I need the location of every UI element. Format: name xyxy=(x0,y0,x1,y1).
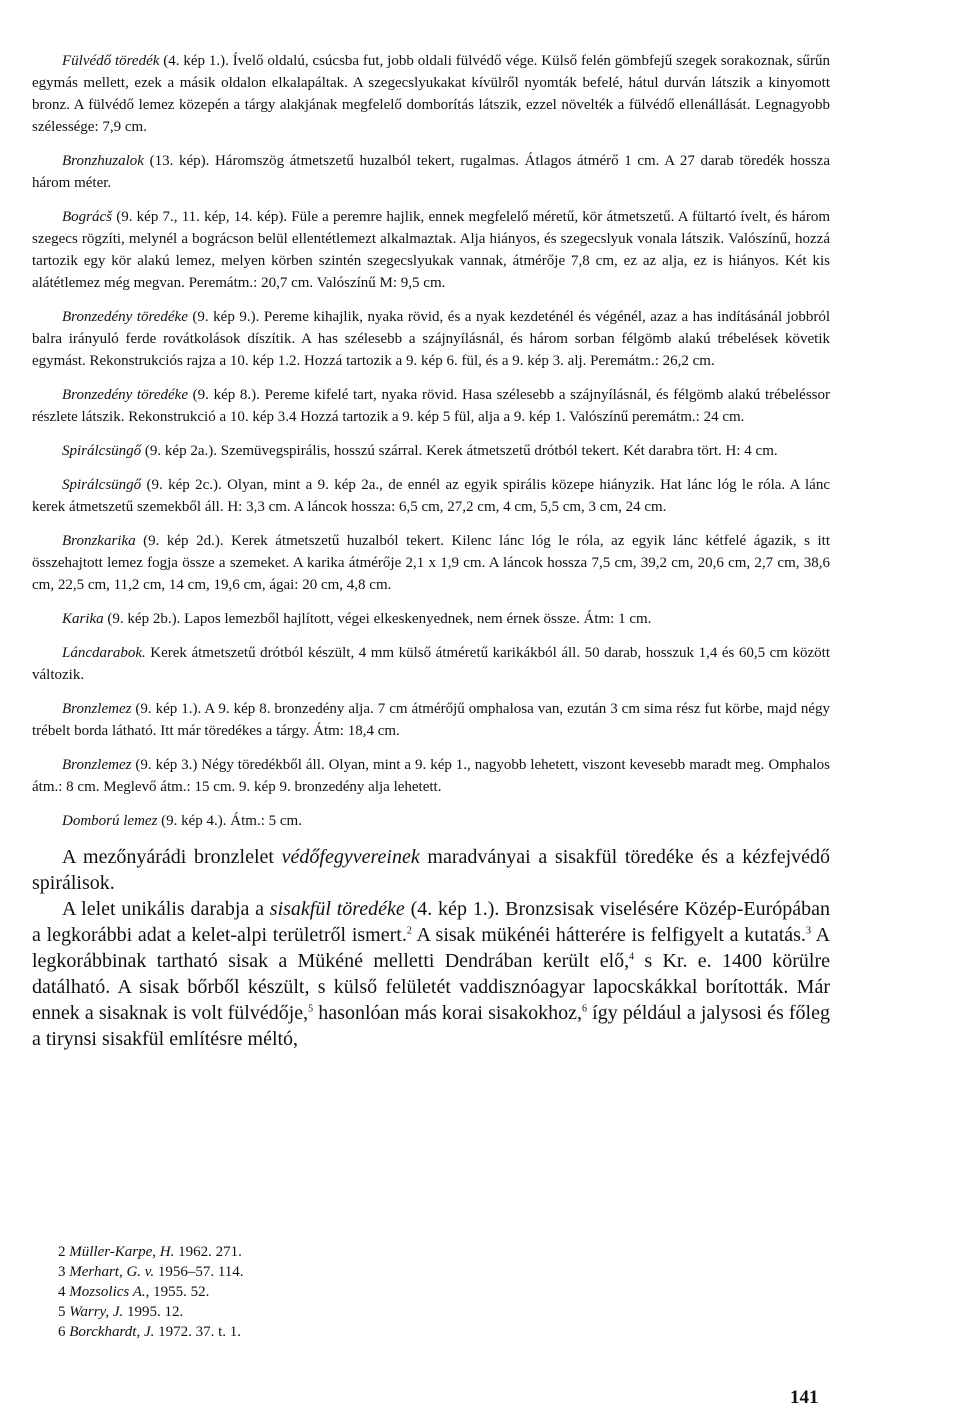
entry-term: Spirálcsüngő xyxy=(62,477,142,493)
footnote-citation: 1956–57. 114. xyxy=(154,1264,244,1280)
main-text-run: A legkorábbinak tartható sisak a Mükéné melletti Dendrában került elő, xyxy=(32,924,831,972)
entry-text: (4. kép 1.). Ívelő oldalú, csúcsba fut, jobb oldali fülvédő vége. Külső felén gömbfejű szegek sorakoznak, sűrűn egymás mellett, ezek a másik oldalon elkalapáltak. A szegecslyukakat kívülről nyomták befelé, hátul durván látszik a kinyomott bronz. A fülvédő lemez közepén a tárgy alakjának megfelelő domborítás látszik, ezzel növelték a fülvédő ellenállását. Legnagyobb szélessége: 7,9 cm. xyxy=(32,53,830,135)
footnote-citation: 1962. 271. xyxy=(174,1244,242,1260)
footnote-citation: 1995. 12. xyxy=(123,1304,184,1320)
footnote-author: Mozsolics A., xyxy=(69,1284,150,1300)
entry-term: Bográcš xyxy=(62,209,112,225)
entry-term: Bronzkarika xyxy=(62,533,136,549)
catalogue-entry xyxy=(32,698,830,742)
main-text-run: hasonlóan más korai sisakokhoz, xyxy=(313,1002,582,1024)
entry-text: (9. kép 1.). A 9. kép 8. bronzedény alja. 7 cm átmérőjű omphalosa van, ezután 3 cm sima rész fut körbe, majd négy trébelt borda látható. Itt már töredékes a tárgy. Átm: 18,4 cm. xyxy=(32,701,830,739)
catalogue-entry xyxy=(32,474,830,518)
footnote-number: 5 xyxy=(58,1304,70,1320)
footnote-number: 6 xyxy=(58,1324,70,1340)
main-italic-run: sisakfül töredéke xyxy=(269,898,405,920)
catalogue-entry xyxy=(32,440,830,462)
entry-term: Láncdarabok. xyxy=(62,645,146,661)
main-text-run: (4. kép 1.). Bronzsisak viselésére Közép-Európában a legkorábbi adat a kelet-alpi területről ismert. xyxy=(32,898,830,946)
main-text-run: s Kr. e. 1400 körülre datálható. A sisak bőrből készült, s külső felületét vaddisznóagyar lapocskákkal borították. Már ennek a sisaknak is volt fülvédője, xyxy=(32,950,830,1024)
catalogue-entry xyxy=(32,384,830,428)
footnotes xyxy=(58,1242,244,1342)
entry-term: Bronzlemez xyxy=(62,757,132,773)
footnote-author: Warry, J. xyxy=(69,1304,124,1320)
catalogue-entry xyxy=(32,810,830,832)
footnote-citation: 1955. 52. xyxy=(149,1284,210,1300)
main-text-run: így például a jalysosi és főleg a tirynsi sisakfül említésre méltó, xyxy=(32,1002,830,1050)
entry-term: Bronzedény töredéke xyxy=(62,309,188,325)
catalogue-entry xyxy=(32,754,830,798)
main-text-run: A mezőnyárádi bronzlelet xyxy=(62,846,282,868)
main-text-run: maradványai a sisakfül töredéke és a kézfejvédő spirálisok. xyxy=(32,846,830,894)
main-text-run: A sisak mükénéi hátterére is felfigyelt a kutatás. xyxy=(411,924,806,946)
footnote-number: 2 xyxy=(58,1244,70,1260)
entry-term: Bronzedény töredéke xyxy=(62,387,189,403)
entry-text: (9. kép 2b.). Lapos lemezből hajlított, végei elkeskenyednek, nem érnek össze. Átm: 1 cm. xyxy=(103,611,652,627)
main-paragraph xyxy=(32,896,830,1052)
catalogue-entries xyxy=(32,50,830,832)
entry-text: (13. kép). Háromszög átmetszetű huzalból tekert, rugalmas. Átlagos átmérő 1 cm. A 27 darab töredék hossza három méter. xyxy=(32,153,830,191)
footnote-number: 3 xyxy=(58,1264,70,1280)
page-number: 141 xyxy=(790,1387,819,1408)
footnote xyxy=(58,1262,244,1282)
entry-term: Karika xyxy=(62,611,104,627)
footnote xyxy=(58,1242,244,1262)
entry-term: Domború lemez xyxy=(62,813,158,829)
footnote xyxy=(58,1302,244,1322)
catalogue-entry xyxy=(32,50,830,138)
footnote-ref: 6 xyxy=(582,1003,587,1015)
main-paragraph xyxy=(32,844,830,896)
catalogue-entry xyxy=(32,530,830,596)
entry-text: (9. kép 2a.). Szemüvegspirális, hosszú szárral. Kerek átmetszetű drótból tekert. Két darabra tört. H: 4 cm. xyxy=(141,443,778,459)
entry-term: Fülvédő töredék xyxy=(62,53,160,69)
entry-text: (9. kép 4.). Átm.: 5 cm. xyxy=(157,813,302,829)
catalogue-entry xyxy=(32,306,830,372)
entry-text: Kerek átmetszetű drótból készült, 4 mm külső átméretű karikákból áll. 50 darab, hosszuk 1,4 és 60,5 cm között változik. xyxy=(32,645,830,683)
footnote-author: Merhart, G. v. xyxy=(69,1264,155,1280)
footnote-number: 4 xyxy=(58,1284,70,1300)
entry-text: (9. kép 2d.). Kerek átmetszetű huzalból tekert. Kilenc lánc lóg le róla, az egyik lánc kétfelé ágazik, s itt összehajtott lemez fogja össze a szemeket. A karika átmérője 2,1 x 1,9 cm. A láncok hossza 7,5 cm, 39,2 cm, 20,6 cm, 2,7 cm, 38,6 cm, 22,5 cm, 11,2 cm, 14 cm, 19,6 cm, ágai: 20 cm, 4,8 cm. xyxy=(32,533,830,593)
footnote-ref: 3 xyxy=(805,925,811,937)
main-text xyxy=(32,844,830,1052)
entry-term: Bronzlemez xyxy=(62,701,132,717)
entry-text: (9. kép 2c.). Olyan, mint a 9. kép 2a., de ennél az egyik spirális közepe hiányzik. Hat lánc lóg le róla. A lánc kerek átmetszetű szemekből áll. H: 3,3 cm. A láncok hossza: 6,5 cm, 27,2 cm, 4 cm, 5,5 cm, 3 cm, 24 cm. xyxy=(32,477,830,515)
footnote xyxy=(58,1282,244,1302)
entry-term: Spirálcsüngő xyxy=(62,443,142,459)
footnote-ref: 5 xyxy=(308,1003,314,1015)
catalogue-entry xyxy=(32,150,830,194)
footnote-ref: 4 xyxy=(629,951,635,963)
entry-text: (9. kép 7., 11. kép, 14. kép). Füle a peremre hajlik, ennek megfelelő méretű, kör átmetszetű. A fültartó ívelt, és három szegecs rögzíti, melynél a bográcson belül ellentétlemezt alkalmaztak. Alja hiányos, és szegecslyuk vonala látszik. Valószínű, hozzá tartozik egy kör alakú lemez, melyen körben szintén szegecslyukak vannak, átmérője 7,8 cm, ez az alja, ez is hiányos. Két kis alátétlemez még megvan. Peremátm.: 20,7 cm. Valószínű M: 9,5 cm. xyxy=(32,209,830,291)
catalogue-entry xyxy=(32,642,830,686)
footnote-citation: 1972. 37. t. 1. xyxy=(154,1324,242,1340)
footnote-author: Borckhardt, J. xyxy=(69,1324,155,1340)
main-text-run: A lelet unikális darabja a xyxy=(62,898,270,920)
catalogue-entry xyxy=(32,608,830,630)
footnote xyxy=(58,1322,244,1342)
catalogue-entry xyxy=(32,206,830,294)
entry-text: (9. kép 8.). Pereme kifelé tart, nyaka rövid. Hasa szélesebb a szájnyílásnál, és félgömb alakú trébeléssor részlete látszik. Rekonstrukció a 10. kép 3.4 Hozzá tartozik a 9. kép 5 fül, alja a 9. kép 1. Valószínű peremátm.: 24 cm. xyxy=(32,387,830,425)
footnote-author: Müller-Karpe, H. xyxy=(69,1244,175,1260)
main-italic-run: védőfegyvereinek xyxy=(281,846,420,868)
footnote-ref: 2 xyxy=(406,925,412,937)
entry-text: (9. kép 3.) Négy töredékből áll. Olyan, mint a 9. kép 1., nagyobb lehetett, viszont kevesebb maradt meg. Omphalos átm.: 8 cm. Meglevő átm.: 15 cm. 9. kép 9. bronzedény alja lehetett. xyxy=(32,757,830,795)
entry-text: (9. kép 9.). Pereme kihajlik, nyaka rövid, és a nyak kezdeténél és végénél, azaz a has indításánál jobbról balra irányuló ferde rovátkolások díszítik. A has szélesebb a szájnyílásnál, és három sorban félgömb alakú trébelések követik egymást. Rekonstrukciós rajza a 10. kép 1.2. Hozzá tartozik a 9. kép 6. fül, és a 9. kép 3. alj. Peremátm.: 26,2 cm. xyxy=(32,309,830,369)
entry-term: Bronzhuzalok xyxy=(62,153,144,169)
